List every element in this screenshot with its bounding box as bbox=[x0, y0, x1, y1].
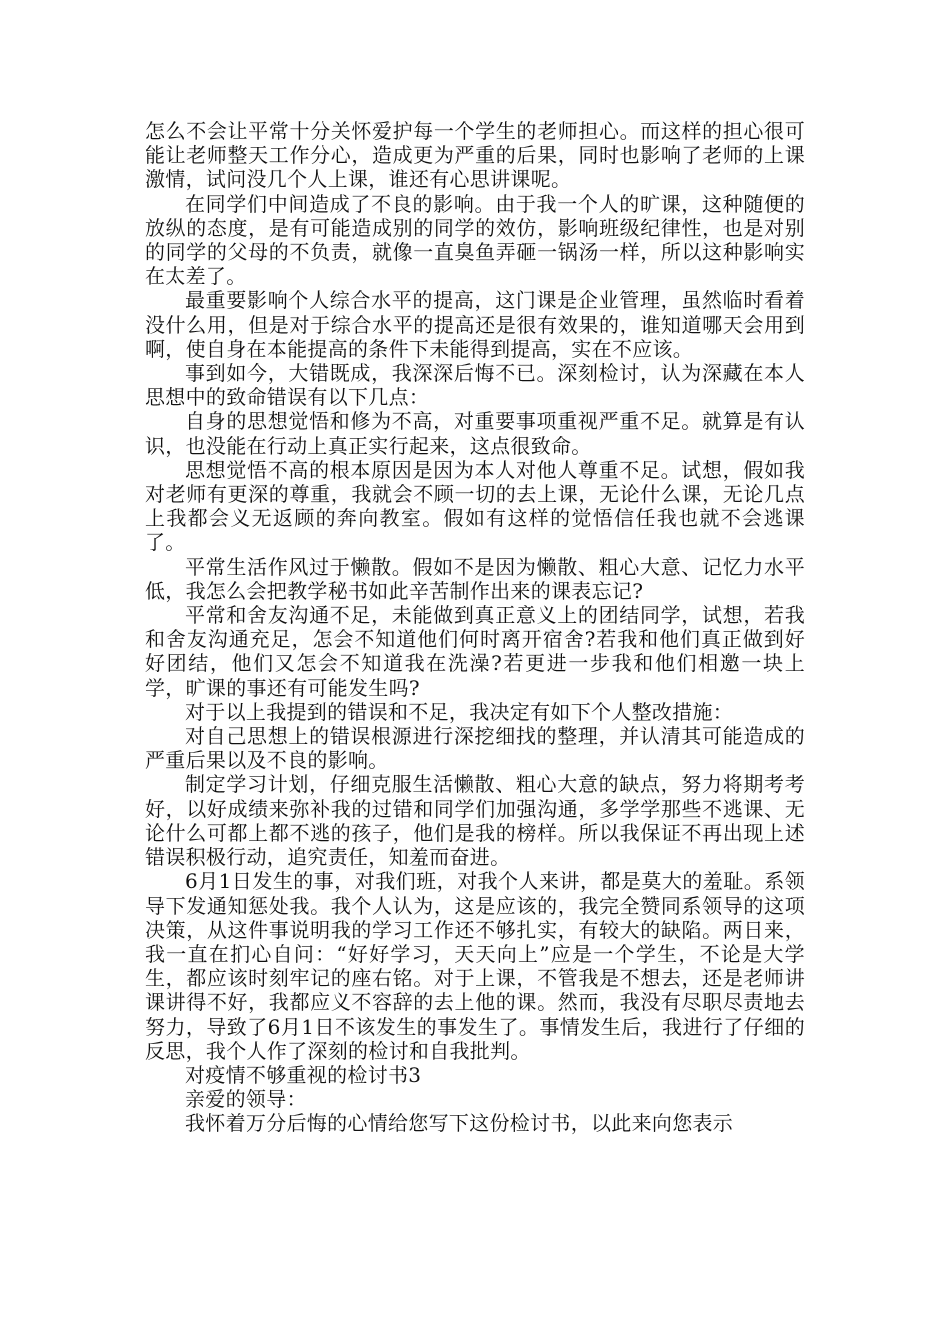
paragraph: 6月1日发生的事，对我们班，对我个人来讲，都是莫大的羞耻。系领导下发通知惩处我。我个人认为，这是应该的，我完全赞同系领导的这项决策，从这件事说明我的学习工作还不够扎实，有较大的缺陷。两日来，我一直在扪心自问：“好好学习，天天向上”应是一个学生，不论是大学生，都应该时刻牢记的座右铭。对于上课，不管我是不想去，还是老师讲课讲得不好，我都应义不容辞的去上他的课。然而，我没有尽职尽责地去努力，导致了6月1日不该发生的事发生了。事情发生后，我进行了仔细的反思，我个人作了深刻的检讨和自我批判。 bbox=[145, 869, 805, 1063]
document-body bbox=[145, 119, 805, 1136]
paragraph: 平常和舍友沟通不足，未能做到真正意义上的团结同学，试想，若我和舍友沟通充足，怎会不知道他们何时离开宿舍?若我和他们真正做到好好团结，他们又怎会不知道我在洗澡?若更进一步我和他们相邀一块上学，旷课的事还有可能发生吗? bbox=[145, 603, 805, 700]
paragraph: 平常生活作风过于懒散。假如不是因为懒散、粗心大意、记忆力水平低，我怎么会把教学秘书如此辛苦制作出来的课表忘记? bbox=[145, 554, 805, 603]
paragraph: 对于以上我提到的错误和不足，我决定有如下个人整改措施： bbox=[185, 699, 734, 724]
paragraph: 制定学习计划，仔细克服生活懒散、粗心大意的缺点，努力将期考考好，以好成绩来弥补我的过错和同学们加强沟通，多学学那些不逃课、无论什么可都上都不逃的孩子，他们是我的榜样。所以我保证不再出现上述错误积极行动，追究责任，知羞而奋进。 bbox=[145, 772, 805, 870]
paragraph: 思想觉悟不高的根本原因是因为本人对他人尊重不足。试想，假如我对老师有更深的尊重，我就会不顾一切的去上课，无论什么课，无论几点上我都会义无返顾的奔向教室。假如有这样的觉悟信任我也就不会逃课了。 bbox=[145, 457, 805, 555]
paragraph: 我怀着万分后悔的心情给您写下这份检讨书，以此来向您表示 bbox=[185, 1111, 734, 1136]
paragraph: 怎么不会让平常十分关怀爱护每一个学生的老师担心。而这样的担心很可能让老师整天工作分心，造成更为严重的后果，同时也影响了老师的上课激情，试问没几个人上课，谁还有心思讲课呢。 bbox=[145, 119, 805, 192]
paragraph: 在同学们中间造成了不良的影响。由于我一个人的旷课，这种随便的放纵的态度，是有可能造成别的同学的效仿，影响班级纪律性，也是对别的同学的父母的不负责，就像一直臭鱼弄砸一锅汤一样，所以这种影响实在太差了。 bbox=[145, 191, 805, 289]
paragraph: 事到如今，大错既成，我深深后悔不已。深刻检讨，认为深藏在本人思想中的致命错误有以下几点： bbox=[145, 361, 805, 410]
paragraph: 自身的思想觉悟和修为不高，对重要事项重视严重不足。就算是有认识，也没能在行动上真正实行起来，这点很致命。 bbox=[145, 409, 805, 458]
paragraph: 最重要影响个人综合水平的提高，这门课是企业管理，虽然临时看着没什么用，但是对于综合水平的提高还是很有效果的，谁知道哪天会用到啊，使自身在本能提高的条件下未能得到提高，实在不应该。 bbox=[145, 288, 805, 361]
paragraph: 对自己思想上的错误根源进行深挖细找的整理，并认清其可能造成的严重后果以及不良的影响。 bbox=[145, 724, 805, 773]
salutation: 亲爱的领导： bbox=[185, 1087, 307, 1112]
section-heading: 对疫情不够重视的检讨书3 bbox=[185, 1062, 422, 1087]
